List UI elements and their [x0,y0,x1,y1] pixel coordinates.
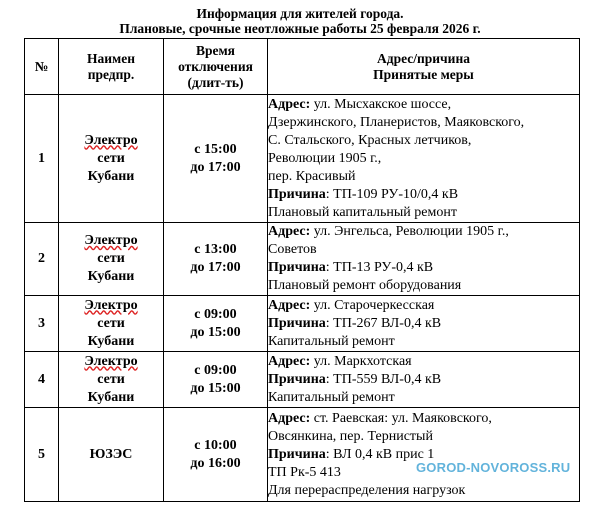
reason-line [268,186,579,204]
address-text: пер. Красивый [268,168,356,184]
measures-line: Для перераспределения нагрузок [268,482,466,498]
outage-end-time: до 15:00 [190,324,241,340]
address-line [268,114,579,132]
address-line [268,410,579,428]
address-label: Адрес: [268,297,311,313]
outage-end-time: до 17:00 [190,159,241,175]
organization-name-line: Кубани [87,269,135,284]
address-reason-cell [268,352,580,408]
table-row [25,223,580,296]
reason-label: Причина [268,371,326,387]
measures-line: Плановый капитальный ремонт [268,204,457,220]
title-line-1: Информация для жителей города. [196,6,404,21]
organization-name-line: Кубани [87,168,135,184]
address-text: Овсянкина, пер. Тернистый [268,428,433,444]
row-number: 3 [25,296,59,352]
address-text: Советов [268,242,317,257]
organization-cell [59,352,164,408]
address-reason-cell [268,408,580,502]
reason-line [268,371,579,389]
reason-label: Причина [268,315,326,331]
address-text: С. Стальского, Красных летчиков, [268,132,472,148]
measures-line: Капитальный ремонт [268,333,395,349]
row-number: 1 [25,95,59,223]
organization-name-line: сети [97,315,125,331]
outage-start-time: с 13:00 [194,242,237,257]
address-line [268,223,579,241]
header-organization: Наимен предпр. [59,39,164,95]
row-number: 5 [25,408,59,502]
address-label: Адрес: [268,410,311,426]
outage-time-cell [164,408,268,502]
address-label: Адрес: [268,96,311,112]
site-watermark: GOROD-NOVOROSS.RU [416,460,571,475]
reason-text: : ТП-109 РУ-10/0,4 кВ [325,186,459,202]
address-label: Адрес: [268,224,311,239]
address-text: ул. Маркхотская [310,353,412,369]
address-line [268,132,579,150]
reason-text: : ТП-267 ВЛ-0,4 кВ [325,315,442,331]
row-number: 2 [25,223,59,296]
address-label: Адрес: [268,353,311,369]
address-text: ул. Энгельса, Революции 1905 г., [310,224,509,239]
organization-name-line: Кубани [87,333,135,349]
organization-name-line: ЮЗЭС [89,446,133,462]
reason-line [268,259,579,277]
reason-text: : ТП-13 РУ-0,4 кВ [325,260,434,275]
outage-start-time: с 09:00 [194,362,237,378]
table-header-row [25,39,580,95]
address-text: ст. Раевская: ул. Маяковского, [310,410,492,426]
address-reason-cell [268,223,580,296]
address-reason-cell [268,296,580,352]
measures-line: ТП Рк-5 413 [268,464,341,480]
organization-name-line: Электро [84,233,138,248]
address-text: Дзержинского, Планеристов, Маяковского, [268,114,525,130]
outage-end-time: до 15:00 [190,380,241,396]
header-address-reason: Адрес/причина Принятые меры [268,39,580,95]
table-body [25,95,580,502]
address-line [268,428,579,446]
outage-schedule-table [24,38,580,502]
measures-line: Плановый ремонт оборудования [268,278,462,293]
header-number: № [25,39,59,95]
address-line [268,150,579,168]
notice-title [0,6,600,36]
organization-cell [59,95,164,223]
outage-time-cell [164,296,268,352]
outage-time-cell [164,95,268,223]
organization-cell [59,296,164,352]
organization-cell [59,408,164,502]
measures-line: Капитальный ремонт [268,389,395,405]
table-row [25,352,580,408]
organization-name-line: Электро [84,297,138,313]
address-reason-cell [268,95,580,223]
outage-end-time: до 17:00 [190,260,241,275]
header-outage-time: Время отключения (длит-ть) [164,39,268,95]
address-line [268,96,579,114]
address-text: ул. Мысхакское шоссе, [310,96,452,112]
reason-text: : ТП-559 ВЛ-0,4 кВ [325,371,442,387]
address-text: Революции 1905 г., [268,150,382,166]
reason-line [268,315,579,333]
table-row [25,408,580,502]
table-row [25,296,580,352]
address-line [268,241,579,259]
organization-name-line: Электро [84,353,138,369]
title-line-2: Плановые, срочные неотложные работы 25 февраля 2026 г. [119,21,481,36]
outage-time-cell [164,223,268,296]
address-line [268,168,579,186]
reason-label: Причина [268,446,326,462]
address-line [268,297,579,315]
organization-cell [59,223,164,296]
organization-name-line: сети [97,251,125,266]
organization-name-line: Кубани [87,389,135,405]
table-row [25,95,580,223]
organization-name-line: Электро [84,132,138,148]
reason-text: : ВЛ 0,4 кВ прис 1 [325,446,435,462]
organization-name-line: сети [97,371,125,387]
reason-label: Причина [268,260,326,275]
outage-start-time: с 10:00 [194,437,237,453]
row-number: 4 [25,352,59,408]
outage-start-time: с 15:00 [194,141,237,157]
outage-end-time: до 16:00 [190,455,241,471]
organization-name-line: сети [97,150,125,166]
reason-label: Причина [268,186,326,202]
address-line [268,353,579,371]
address-text: ул. Старочеркесская [310,297,435,313]
outage-time-cell [164,352,268,408]
outage-start-time: с 09:00 [194,306,237,322]
